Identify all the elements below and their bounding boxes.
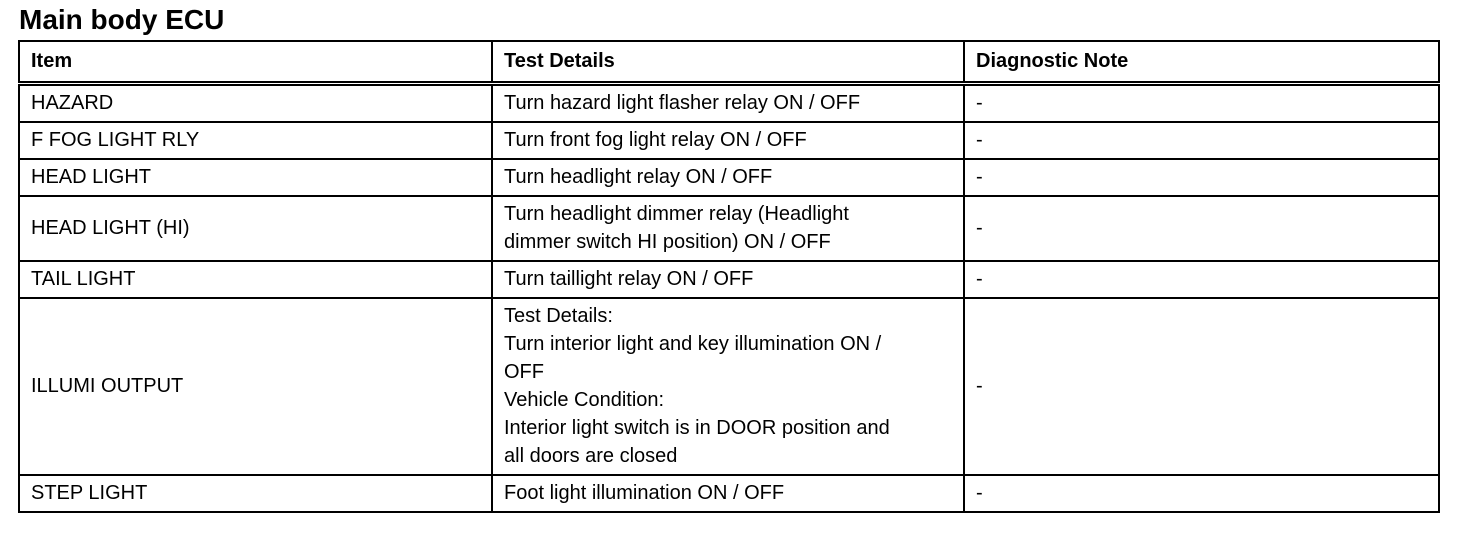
diagnostic-note-cell: -: [964, 196, 1439, 261]
table-row: [19, 298, 1439, 475]
test-details-cell: [492, 159, 964, 196]
test-details-line: Turn headlight relay ON / OFF: [504, 166, 773, 188]
table-row: [19, 475, 1439, 512]
diagnostic-note-cell: -: [964, 475, 1439, 512]
diagnostic-note-cell: -: [964, 159, 1439, 196]
test-details-line: Test Details:: [504, 305, 613, 327]
test-details-line: Turn interior light and key illumination ON /: [504, 333, 882, 355]
test-details-line: Turn headlight dimmer relay (Headlight: [504, 203, 849, 225]
table-row: [19, 122, 1439, 159]
column-header-diagnostic-note: Diagnostic Note: [964, 41, 1439, 84]
column-header-test-details: Test Details: [492, 41, 964, 84]
item-cell: F FOG LIGHT RLY: [19, 122, 492, 159]
test-details-cell: [492, 84, 964, 123]
table-row: [19, 84, 1439, 123]
diagnostic-note-cell: -: [964, 261, 1439, 298]
test-details-line: Turn taillight relay ON / OFF: [504, 268, 754, 290]
table-row: [19, 159, 1439, 196]
test-details-cell: [492, 261, 964, 298]
table-header-row: [19, 41, 1439, 84]
page-title: Main body ECU: [19, 4, 225, 35]
test-details-cell: [492, 122, 964, 159]
test-details-line: Turn front fog light relay ON / OFF: [504, 129, 807, 151]
item-cell: ILLUMI OUTPUT: [19, 298, 492, 475]
diagnostic-note-cell: -: [964, 298, 1439, 475]
test-details-line: all doors are closed: [504, 445, 678, 467]
test-details-line: OFF: [504, 361, 544, 383]
test-details-cell: [492, 298, 964, 475]
test-details-cell: [492, 475, 964, 512]
test-details-cell: [492, 196, 964, 261]
test-details-line: dimmer switch HI position) ON / OFF: [504, 231, 831, 253]
diagnostic-note-cell: -: [964, 122, 1439, 159]
table-row: [19, 196, 1439, 261]
test-details-line: Interior light switch is in DOOR position and: [504, 417, 890, 439]
table-row: [19, 261, 1439, 298]
item-cell: STEP LIGHT: [19, 475, 492, 512]
ecu-test-table: [18, 40, 1440, 513]
item-cell: TAIL LIGHT: [19, 261, 492, 298]
test-details-line: Vehicle Condition:: [504, 389, 665, 411]
item-cell: HEAD LIGHT (HI): [19, 196, 492, 261]
item-cell: HAZARD: [19, 84, 492, 123]
diagnostic-note-cell: -: [964, 84, 1439, 123]
item-cell: HEAD LIGHT: [19, 159, 492, 196]
column-header-item: Item: [19, 41, 492, 84]
test-details-line: Turn hazard light flasher relay ON / OFF: [504, 92, 861, 114]
test-details-line: Foot light illumination ON / OFF: [504, 482, 785, 504]
